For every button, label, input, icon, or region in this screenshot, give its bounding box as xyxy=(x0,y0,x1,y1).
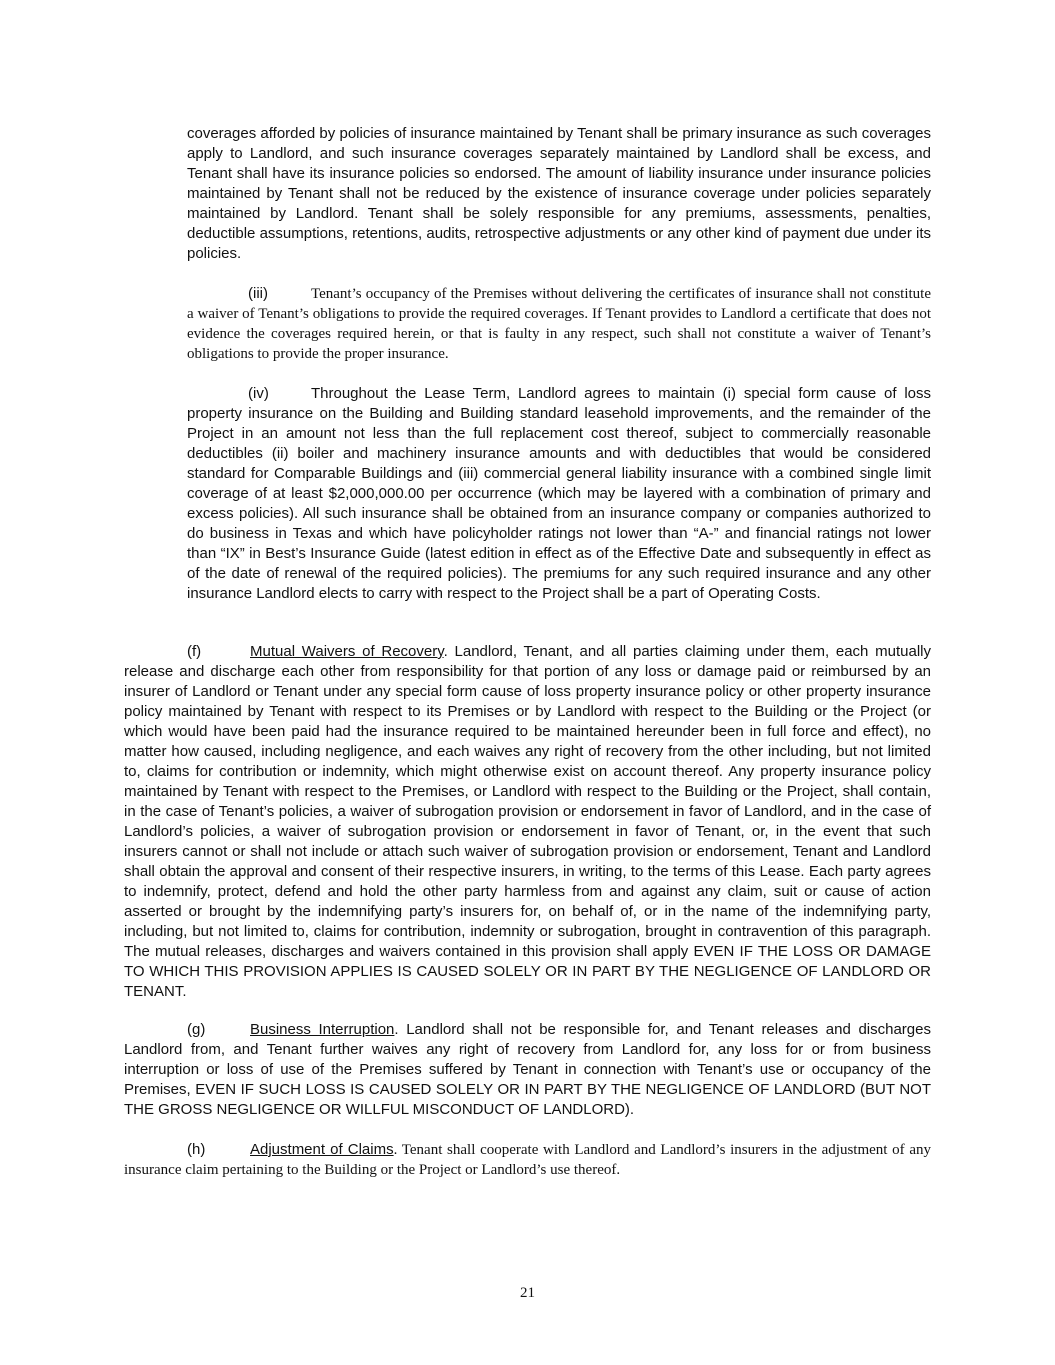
subsection-iii xyxy=(187,284,931,364)
section-f xyxy=(124,642,931,1002)
section-h-heading: Adjustment of Claims xyxy=(250,1141,394,1158)
section-g-text: . Landlord shall not be responsible for, and Tenant releases and discharges Landlord from, and Tenant further waives any right of recovery from Landlord for, any loss for or from business interruption or loss of use of the Premises suffered by Tenant in connection with Tenant’s use or occupancy of the Premises, xyxy=(124,1021,931,1098)
subsection-iv-text: Throughout the Lease Term, Landlord agrees to maintain (i) special form cause of loss property insurance on the Building and Building standard leasehold improvements, and the remainder of the Project in an amount not less than the full replacement cost thereof, subject to commercially reasonable deductibles (ii) boiler and machinery insurance amounts and with deductibles that would be considered standard for Comparable Buildings and (iii) commercial general liability insurance with a combined single limit coverage of at least $2,000,000.00 per occurrence (which may be layered with a combination of primary and excess policies). All such insurance shall be obtained from an insurance company or companies authorized to do business in Texas and which have policyholder ratings not lower than “A-” and financial ratings not lower than “IX” in Best’s Insurance Guide (latest edition in effect as of the Effective Date and subsequently in effect as of the date of renewal of the required policies). The premiums for any such required insurance and any other insurance Landlord elects to carry with respect to the Project shall be a part of Operating Costs. xyxy=(187,385,931,602)
section-g xyxy=(124,1020,931,1120)
subsection-iv-number: (iv) xyxy=(248,385,269,402)
subsection-iv xyxy=(187,384,931,604)
section-h-text: . Tenant shall cooperate with Landlord and Landlord’s insurers in the adjustment of any insurance claim pertaining to the Building or the Project or Landlord’s use thereof. xyxy=(124,1142,931,1178)
continuation-paragraph: coverages afforded by policies of insurance maintained by Tenant shall be primary insurance as such coverages apply to Landlord, and such insurance coverages separately maintained by Landlord shall be excess, and Tenant shall have its insurance policies so endorsed. The amount of liability insurance under insurance policies maintained by Tenant shall not be reduced by the existence of insurance coverage under policies separately maintained by Landlord. Tenant shall be solely responsible for any premiums, assessments, penalties, deductible assumptions, retentions, audits, retrospective adjustments or any other kind of payment due under its policies. xyxy=(187,125,931,262)
section-h xyxy=(124,1140,931,1180)
section-g-caps-text: EVEN IF SUCH LOSS IS CAUSED SOLELY OR IN PART BY THE NEGLIGENCE OF LANDLORD (BUT NOT THE GROSS NEGLIGENCE OR WILLFUL MISCONDUCT OF LANDLORD) xyxy=(124,1081,931,1118)
section-g-heading: Business Interruption xyxy=(250,1021,395,1038)
section-g-number: (g) xyxy=(187,1021,206,1038)
subsection-iii-text: Tenant’s occupancy of the Premises without delivering the certificates of insurance shall not constitute a waiver of Tenant’s obligations to provide the required coverages. If Tenant provides to Landlord a certificate that does not evidence the coverages required herein, or that is faulty in any respect, such shall not constitute a waiver of Tenant’s obligations to provide the proper insurance. xyxy=(187,286,931,362)
section-f-caps-text: EVEN IF THE LOSS OR DAMAGE TO WHICH THIS PROVISION APPLIES IS CAUSED SOLELY OR IN PART BY THE NEGLIGENCE OF LANDLORD OR TENANT. xyxy=(124,943,931,1000)
section-h-number: (h) xyxy=(187,1141,206,1158)
page-number: 21 xyxy=(520,1285,535,1301)
section-f-text: . Landlord, Tenant, and all parties claiming under them, each mutually release and discharge each other from responsibility for that portion of any loss or damage paid or reimbursed by an insurer of Landlord or Tenant under any special form cause of loss property insurance policy or other property insurance policy maintained by Tenant with respect to its Premises or by Landlord with respect to the Building or the Project (or which would have been paid had the insurance required to be maintained hereunder been in full force and effect), no matter how caused, including negligence, and each waives any right of recovery from the other including, but not limited to, claims for contribution or indemnity, which might otherwise exist on account thereof. Any property insurance policy maintained by Tenant with respect to the Premises, or Landlord with respect to the Building or the Project, shall contain, in the case of Tenant’s policies, a waiver of subrogation provision or endorsement in favor of Landlord, and in the case of Landlord’s policies, a waiver of subrogation provision or endorsement in favor of Tenant, or, in the event that such insurers cannot or shall not include or attach such waiver of subrogation provision or endorsement, Tenant and Landlord shall obtain the approval and consent of their respective insurers, in writing, to the terms of this Lease. Each party agrees to indemnify, protect, defend and hold the other party harmless from and against any claim, suit or cause of action asserted or brought by the indemnifying party’s insurers for, on behalf of, or in the name of the indemnifying party, including, but not limited to, claims for contribution, indemnity or subrogation, brought in contravention of this paragraph. The mutual releases, discharges and waivers contained in this provision shall apply xyxy=(124,643,931,960)
section-f-number: (f) xyxy=(187,643,202,660)
subsection-iii-number: (iii) xyxy=(248,285,268,302)
section-f-heading: Mutual Waivers of Recovery xyxy=(250,643,444,660)
section-g-end: . xyxy=(629,1101,635,1118)
